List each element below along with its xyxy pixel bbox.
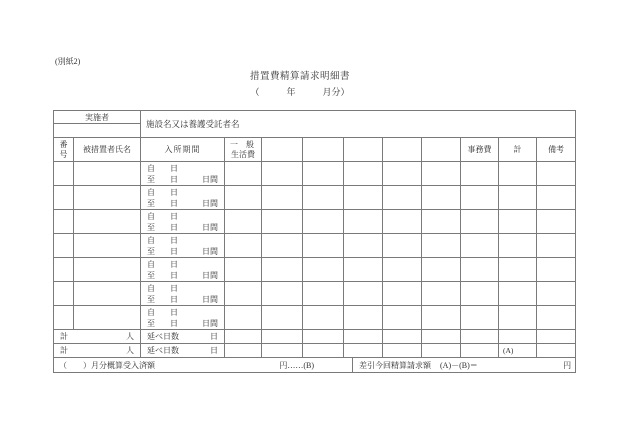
- number-cell: [54, 186, 74, 210]
- period-to-day-label: 日: [170, 294, 178, 304]
- blank-cell: [383, 330, 422, 344]
- period-days-label: 日間: [202, 174, 218, 184]
- blank-cell: [537, 344, 576, 358]
- blank-cell: [262, 306, 303, 330]
- admission-period-cell: [141, 186, 225, 210]
- footer-cell: [54, 358, 576, 373]
- blank-cell: [262, 210, 303, 234]
- col-admission-period: [141, 138, 225, 162]
- number-cell: [54, 210, 74, 234]
- blank-cell: [383, 258, 422, 282]
- period-days-label: 日間: [202, 318, 218, 328]
- resident-name-cell: [74, 258, 141, 282]
- day-unit-label: 日: [210, 332, 218, 341]
- period-from-day-label: 日: [170, 187, 178, 197]
- period-to-label: 至: [147, 318, 155, 328]
- resident-name-cell: [74, 210, 141, 234]
- period-from-label: 自: [147, 211, 155, 221]
- blank-entry-row: [54, 306, 576, 330]
- blank-cell: [537, 258, 576, 282]
- period-days-label: 日間: [202, 294, 218, 304]
- admission-period-cell: [141, 234, 225, 258]
- blank-cell: [383, 234, 422, 258]
- blank-cell: [262, 234, 303, 258]
- blank-cell: [537, 162, 576, 186]
- blank-cell: [344, 210, 383, 234]
- facility-name-cell: [141, 111, 576, 138]
- col-remarks: [537, 138, 576, 162]
- blank-entry-row: [54, 282, 576, 306]
- blank-cell: [461, 344, 499, 358]
- period-line: （ 年 月分）: [250, 87, 350, 97]
- blank-cell: [537, 330, 576, 344]
- period-to-label: 至: [147, 270, 155, 280]
- persons-unit-label: 人: [126, 332, 134, 341]
- period-to-day-label: 日: [170, 198, 178, 208]
- blank-cell: [422, 282, 461, 306]
- blank-cell: [499, 186, 537, 210]
- blank-cell: [262, 186, 303, 210]
- blank-cell: [262, 162, 303, 186]
- blank-cell: [383, 162, 422, 186]
- received-unit-label: 円……(B): [279, 360, 314, 370]
- blank-cell: [262, 258, 303, 282]
- balance-due-cell: [353, 358, 575, 372]
- blank-cell: [383, 282, 422, 306]
- period-days-label: 日間: [202, 246, 218, 256]
- period-days-label: 日間: [202, 222, 218, 232]
- blank-cell: [303, 234, 344, 258]
- blank-cell: [344, 234, 383, 258]
- col-admission-period-label: 入所期間: [164, 145, 201, 154]
- resident-name-cell: [74, 306, 141, 330]
- admission-period-cell: [141, 210, 225, 234]
- admission-period-cell: [141, 162, 225, 186]
- persons-unit-label: 人: [126, 346, 134, 355]
- period-to-day-label: 日: [170, 174, 178, 184]
- blank-cell: [422, 234, 461, 258]
- blank-entry-row: [54, 210, 576, 234]
- period-from-label: 自: [147, 283, 155, 293]
- resident-name-cell: [74, 282, 141, 306]
- period-from-label: 自: [147, 187, 155, 197]
- period-from-day-label: 日: [170, 283, 178, 293]
- balance-formula: (A)－(B)＝: [440, 360, 478, 370]
- subtotal-persons-cell: [54, 330, 141, 344]
- blank-cell: [303, 186, 344, 210]
- col-number-label: 番号: [59, 140, 68, 159]
- blank-cell: [537, 234, 576, 258]
- blank-cell: [344, 306, 383, 330]
- balance-label: 差引今回精算請求額: [359, 360, 431, 370]
- blank-entry-row: [54, 162, 576, 186]
- blank-cell: [344, 258, 383, 282]
- total-a-mark: (A): [503, 346, 514, 355]
- col-general-living-line1: 一 般: [230, 139, 254, 149]
- header-row: [54, 138, 576, 162]
- col-blank-1: [262, 138, 303, 162]
- col-number: [54, 138, 74, 162]
- blank-cell: [225, 258, 262, 282]
- col-total-label: 計: [513, 145, 522, 154]
- period-to-label: 至: [147, 246, 155, 256]
- page-title: 措置費精算請求明細書: [249, 72, 350, 82]
- cumulative-days-label: 延べ日数: [147, 346, 179, 355]
- cumulative-days-cell: [141, 330, 225, 344]
- implementer-label-cell: [54, 111, 141, 124]
- number-cell: [54, 234, 74, 258]
- blank-cell: [225, 306, 262, 330]
- implementer-row: [54, 111, 576, 124]
- blank-cell: [225, 330, 262, 344]
- number-cell: [54, 258, 74, 282]
- blank-cell: [303, 306, 344, 330]
- period-to-day-label: 日: [170, 318, 178, 328]
- resident-name-cell: [74, 234, 141, 258]
- number-cell: [54, 162, 74, 186]
- blank-cell: [225, 186, 262, 210]
- period-days-label: 日間: [202, 198, 218, 208]
- admission-period-cell: [141, 258, 225, 282]
- period-to-label: 至: [147, 174, 155, 184]
- col-blank-5: [422, 138, 461, 162]
- blank-cell: [499, 210, 537, 234]
- blank-cell: [422, 162, 461, 186]
- col-resident-name-label: 被措置者氏名: [83, 145, 131, 154]
- col-general-living-line2: 生活費: [231, 149, 255, 159]
- col-resident-name: [74, 138, 141, 162]
- blank-cell: [499, 282, 537, 306]
- col-blank-2: [303, 138, 344, 162]
- balance-unit-label: 円: [563, 360, 572, 370]
- blank-cell: [461, 282, 499, 306]
- period-from-day-label: 日: [170, 235, 178, 245]
- blank-cell: [422, 210, 461, 234]
- period-to-label: 至: [147, 198, 155, 208]
- blank-cell: [537, 282, 576, 306]
- period-to-label: 至: [147, 294, 155, 304]
- received-label: （ ）月分概算受入済額: [59, 360, 155, 370]
- period-to-label: 至: [147, 222, 155, 232]
- blank-cell: [461, 330, 499, 344]
- cumulative-days-label: 延べ日数: [147, 332, 179, 341]
- implementer-label: 実施者: [85, 112, 109, 122]
- period-from-label: 自: [147, 307, 155, 317]
- subtotal-row-1: [54, 330, 576, 344]
- blank-cell: [225, 344, 262, 358]
- blank-cell: [344, 330, 383, 344]
- period-from-day-label: 日: [170, 259, 178, 269]
- period-from-label: 自: [147, 235, 155, 245]
- period-to-day-label: 日: [170, 222, 178, 232]
- period-from-day-label: 日: [170, 307, 178, 317]
- day-unit-label: 日: [210, 346, 218, 355]
- footer-row: [54, 358, 576, 373]
- col-office-expenses-label: 事務費: [467, 145, 492, 154]
- facility-label: 施設名又は養護受託者名: [146, 119, 240, 129]
- period-from-day-label: 日: [170, 211, 178, 221]
- blank-cell: [422, 306, 461, 330]
- blank-entry-row: [54, 186, 576, 210]
- admission-period-cell: [141, 282, 225, 306]
- blank-cell: [344, 344, 383, 358]
- period-to-day-label: 日: [170, 270, 178, 280]
- blank-cell: [303, 258, 344, 282]
- col-total: [499, 138, 537, 162]
- blank-cell: [303, 210, 344, 234]
- blank-cell: [422, 258, 461, 282]
- period-from-label: 自: [147, 259, 155, 269]
- blank-cell: [383, 186, 422, 210]
- blank-cell: [461, 210, 499, 234]
- blank-cell: [461, 306, 499, 330]
- cumulative-days-cell: [141, 344, 225, 358]
- col-blank-3: [344, 138, 383, 162]
- col-blank-4: [383, 138, 422, 162]
- blank-entry-row: [54, 258, 576, 282]
- blank-cell: [262, 282, 303, 306]
- blank-cell: [537, 306, 576, 330]
- period-days-label: 日間: [202, 270, 218, 280]
- blank-cell: [537, 186, 576, 210]
- blank-cell: [383, 306, 422, 330]
- blank-cell: [262, 330, 303, 344]
- blank-cell: [225, 162, 262, 186]
- blank-cell: [383, 210, 422, 234]
- blank-entry-row: [54, 234, 576, 258]
- blank-cell: [344, 162, 383, 186]
- blank-cell: [344, 282, 383, 306]
- subtotal-persons-cell: [54, 344, 141, 358]
- blank-cell: [499, 258, 537, 282]
- blank-cell: [303, 344, 344, 358]
- number-cell: [54, 306, 74, 330]
- admission-period-cell: [141, 306, 225, 330]
- blank-cell: [303, 282, 344, 306]
- period-to-day-label: 日: [170, 246, 178, 256]
- blank-cell: [422, 186, 461, 210]
- blank-cell: [499, 234, 537, 258]
- blank-cell: [422, 330, 461, 344]
- blank-cell: [422, 344, 461, 358]
- blank-cell: [303, 330, 344, 344]
- col-office-expenses: [461, 138, 499, 162]
- col-general-living: [225, 138, 262, 162]
- blank-cell: [303, 162, 344, 186]
- blank-cell: [225, 210, 262, 234]
- blank-cell: [537, 210, 576, 234]
- total-a-cell: [499, 344, 537, 358]
- blank-cell: [461, 234, 499, 258]
- blank-cell: [225, 282, 262, 306]
- blank-cell: [461, 258, 499, 282]
- col-remarks-label: 備考: [548, 145, 565, 154]
- resident-name-cell: [74, 162, 141, 186]
- blank-cell: [225, 234, 262, 258]
- number-cell: [54, 282, 74, 306]
- blank-cell: [499, 162, 537, 186]
- blank-cell: [499, 330, 537, 344]
- subtotal-row-2: [54, 344, 576, 358]
- blank-cell: [383, 344, 422, 358]
- blank-cell: [461, 162, 499, 186]
- subtotal-label: 計: [60, 332, 68, 341]
- blank-cell: [344, 186, 383, 210]
- resident-name-cell: [74, 186, 141, 210]
- settlement-table: [53, 110, 576, 373]
- period-from-day-label: 日: [170, 163, 178, 173]
- blank-cell: [499, 306, 537, 330]
- blank-cell: [461, 186, 499, 210]
- received-amount-cell: [54, 358, 353, 372]
- subtotal-label: 計: [60, 346, 68, 355]
- corner-note: (別紙2): [55, 57, 81, 66]
- implementer-value-cell: [54, 124, 141, 138]
- blank-cell: [262, 344, 303, 358]
- period-from-label: 自: [147, 163, 155, 173]
